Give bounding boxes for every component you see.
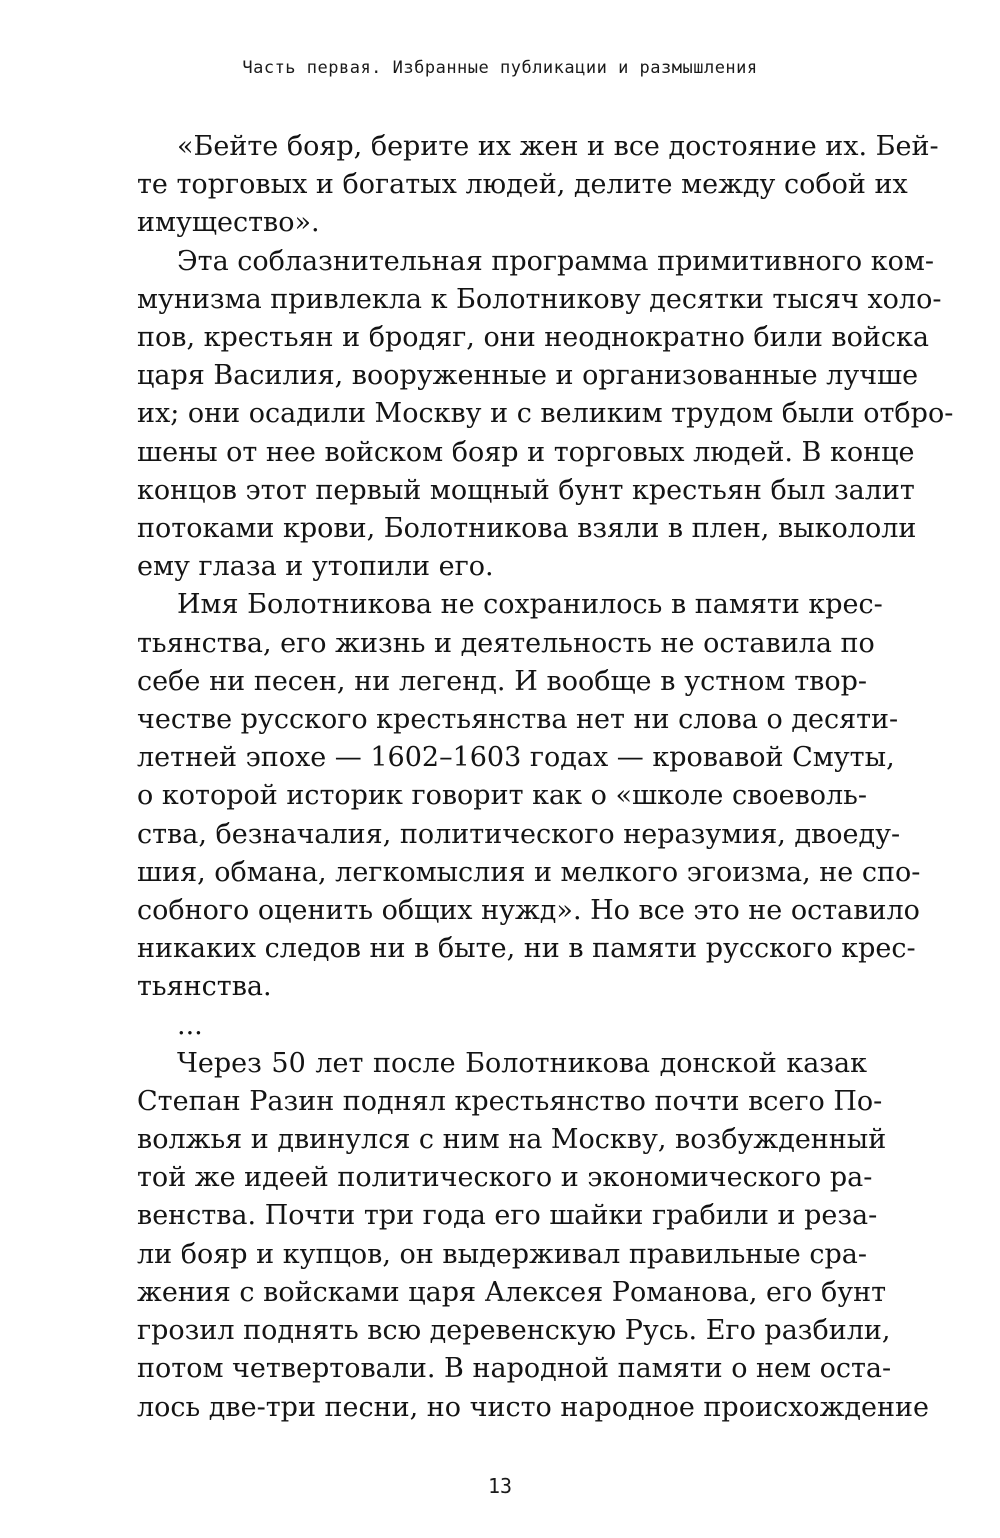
text-line: Степан Разин поднял крестьянство почти всего По-	[137, 1085, 883, 1117]
text-line: ли бояр и купцов, он выдерживал правильные сра-	[137, 1238, 867, 1270]
text-line: той же идеей политического и экономического ра-	[137, 1162, 873, 1194]
text-line: потоками крови, Болотникова взяли в плен, выкололи	[137, 513, 917, 545]
paragraph-memory	[137, 586, 921, 1006]
text-line: шены от нее войском бояр и торговых людей. В конце	[137, 436, 915, 468]
text-line: собного оценить общих нужд». Но все это не оставило	[137, 895, 920, 927]
text-line: венства. Почти три года его шайки грабили и реза-	[137, 1200, 878, 1232]
text-line: потом четвертовали. В народной памяти о нем оста-	[137, 1353, 892, 1385]
text-line: ства, безначалия, политического неразумия, двоеду-	[137, 818, 901, 850]
paragraph-quote	[137, 128, 939, 243]
paragraph-bolotnikov-program	[137, 243, 954, 587]
text-line: о которой историк говорит как о «школе своеволь-	[137, 780, 867, 812]
text-line: тьянства, его жизнь и деятельность не оставила по	[137, 627, 875, 659]
text-line: мунизма привлекла к Болотникову десятки тысяч холо-	[137, 283, 942, 315]
ellipsis-separator: ...	[177, 1009, 203, 1041]
text-line: их; они осадили Москву и с великим трудом были отбро-	[137, 398, 954, 430]
text-line: тьянства.	[137, 971, 272, 1003]
text-line: царя Василия, вооруженные и организованные лучше	[137, 360, 919, 392]
text-line: пов, крестьян и бродяг, они неоднократно били войска	[137, 322, 929, 354]
running-header: Часть первая. Избранные публикации и размышления	[242, 58, 758, 78]
text-line: Через 50 лет после Болотникова донской казак	[177, 1047, 867, 1079]
page-number: 13	[487, 1474, 513, 1498]
text-line: шия, обмана, легкомыслия и мелкого эгоизма, не спо-	[137, 856, 921, 888]
text-line: Эта соблазнительная программа примитивного ком-	[177, 245, 934, 277]
text-line: имущество».	[137, 207, 320, 239]
text-line: никаких следов ни в быте, ни в памяти русского крес-	[137, 933, 916, 965]
text-line: грозил поднять всю деревенскую Русь. Его разбили,	[137, 1315, 891, 1347]
text-line: жения с войсками царя Алексея Романова, его бунт	[137, 1276, 887, 1308]
text-line: волжья и двинулся с ним на Москву, возбужденный	[137, 1124, 887, 1156]
text-line: честве русского крестьянства нет ни слова о десяти-	[137, 704, 899, 736]
text-line: Имя Болотникова не сохранилось в памяти крес-	[177, 589, 883, 621]
text-line: лось две-три песни, но чисто народное происхождение	[137, 1391, 929, 1423]
text-line: ему глаза и утопили его.	[137, 551, 494, 583]
text-line: себе ни песен, ни легенд. И вообще в устном твор-	[137, 665, 867, 697]
page-body	[137, 128, 954, 1427]
paragraph-razin	[137, 1045, 929, 1427]
text-line: «Бейте бояр, берите их жен и все достояние их. Бей-	[177, 131, 939, 162]
text-line: концов этот первый мощный бунт крестьян был залит	[137, 474, 915, 506]
text-line: летней эпохе — 1602–1603 годах — кровавой Смуты,	[137, 742, 895, 774]
text-line: те торговых и богатых людей, делите между собой их	[137, 169, 908, 201]
